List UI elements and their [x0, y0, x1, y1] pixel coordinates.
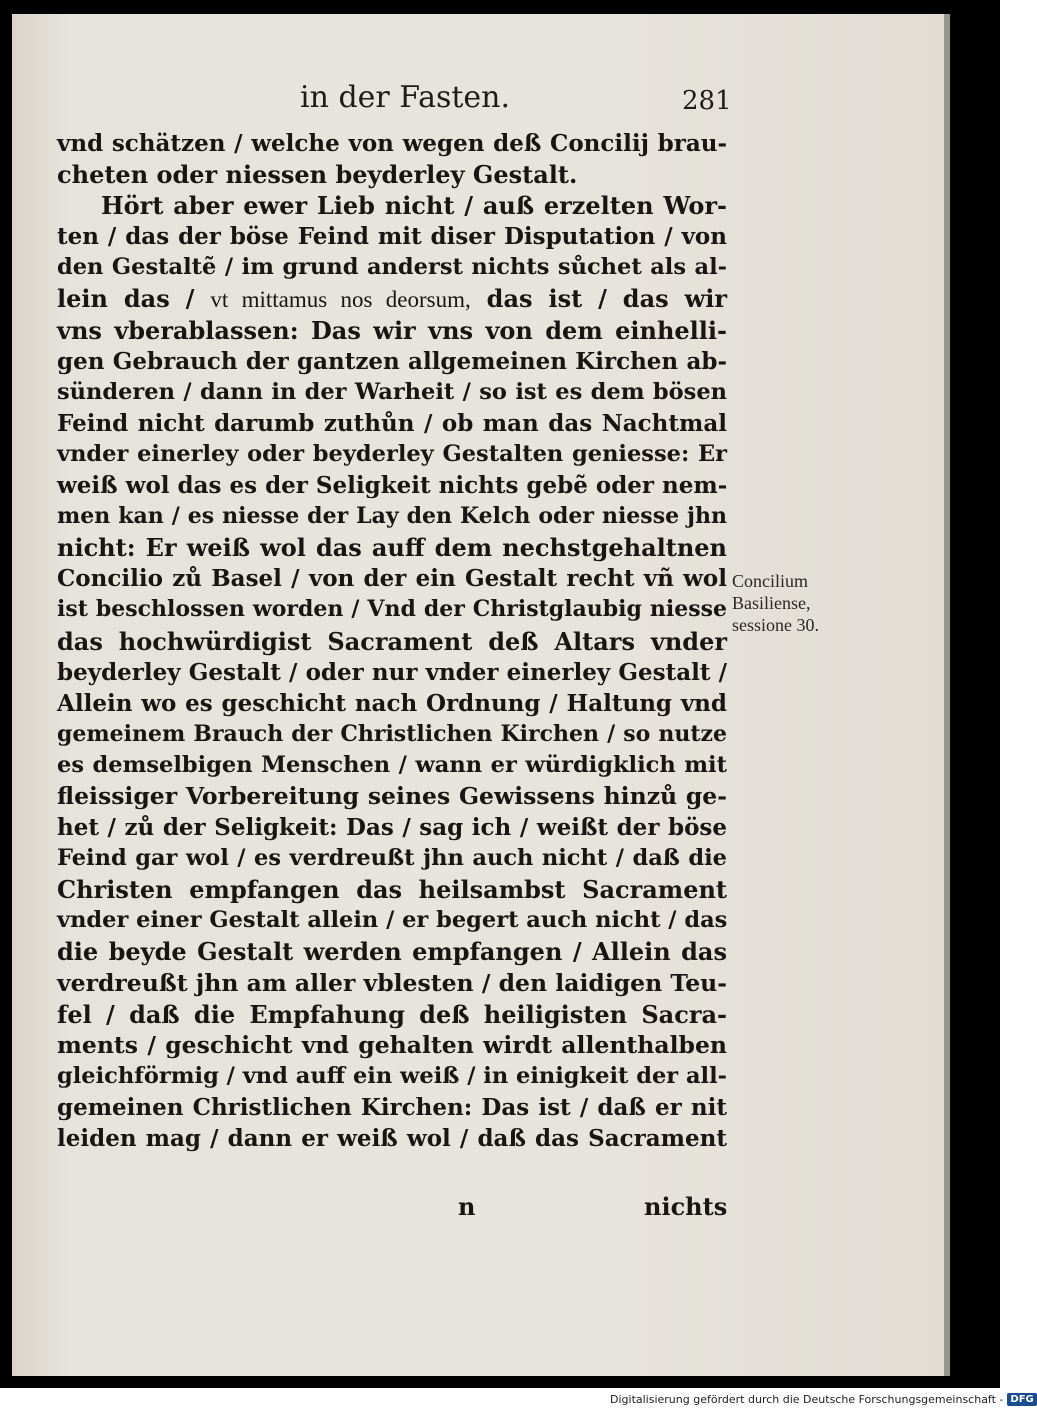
text-line: gen Gebrauch der gantzen allgemeinen Kirchen ab- [57, 347, 727, 375]
text-line: cheten oder niessen beyderley Gestalt. [57, 160, 578, 190]
text-line: men kan / es niesse der Lay den Kelch oder niesse jhn [57, 503, 727, 530]
text-line: ist beschlossen worden / Vnd der Christglaubig niesse [57, 596, 727, 623]
margin-note [732, 570, 819, 636]
text-line-with-latin [57, 283, 727, 314]
text-line: fel / daß die Empfahung deß heiligisten Sacra- [57, 999, 727, 1029]
text-line: Christen empfangen das heilsambst Sacrament [57, 875, 727, 905]
page-edge [944, 14, 950, 1376]
text-line: sünderen / dann in der Warheit / so ist es dem bösen [57, 378, 727, 405]
text-line: ments / geschicht vnd gehalten wirdt allenthalben [57, 1030, 727, 1059]
text-line: es demselbigen Menschen / wann er würdigklich mit [57, 751, 727, 778]
text-line: vns vberablassen: Das wir vns von dem einhelli- [57, 315, 727, 345]
text-line: vnder einerley oder beyderley Gestalten geniesse: Er [57, 440, 727, 467]
footer-text: Digitalisierung gefördert durch die Deutsche Forschungsgemeinschaft - [610, 1392, 1004, 1406]
text-line: het / zů der Seligkeit: Das / sag ich / weißt der böse [57, 814, 727, 842]
text-line: das hochwürdigist Sacrament deß Altars vnder [57, 626, 727, 656]
text-line: gemeinem Brauch der Christlichen Kirchen / so nutze [57, 720, 727, 747]
margin-note-line: Concilium [732, 571, 808, 591]
text-line: Hört aber ewer Lieb nicht / auß erzelten Wor- [101, 191, 727, 221]
text-line: die beyde Gestalt werden empfangen / Allein das [57, 937, 727, 967]
text-line: vnder einer Gestalt allein / er begert auch nicht / das [57, 907, 728, 934]
text-line: Feind nicht darumb zuthůn / ob man das Nachtmal [57, 409, 727, 437]
text-line: nicht: Er weiß wol das auff dem nechstgehaltnen [57, 533, 727, 563]
margin-note-line: sessione 30. [732, 615, 819, 635]
text-line: ten / das der böse Feind mit diser Disputation / von [57, 223, 727, 251]
digitization-footer [610, 1391, 1037, 1407]
text-line: gleichförmig / vnd auff ein weiß / in einigkeit der all- [57, 1062, 727, 1089]
text-line: vnd schätzen / welche von wegen deß Concilij brau- [57, 130, 727, 157]
signature-mark: n [458, 1192, 476, 1221]
text-line: leiden mag / dann er weiß wol / daß das Sacrament [57, 1125, 727, 1152]
text-line: Allein wo es geschicht nach Ordnung / Haltung vnd [57, 689, 727, 717]
text-line: beyderley Gestalt / oder nur vnder einerley Gestalt / [57, 658, 727, 686]
text-segment: lein das / [57, 284, 211, 314]
catchword: nichts [644, 1192, 728, 1221]
running-head: in der Fasten. [300, 80, 511, 115]
text-line: Feind gar wol / es verdreußt jhn auch nicht / daß die [57, 845, 727, 872]
text-line: gemeinen Christlichen Kirchen: Das ist / daß er nit [57, 1093, 727, 1121]
text-line: den Gestaltẽ / im grund anderst nichts sůchet als al- [57, 254, 727, 281]
text-line: weiß wol das es der Seligkeit nichts gebẽ oder nem- [57, 472, 728, 500]
text-line: Concilio zů Basel / von der ein Gestalt recht vñ wol [57, 565, 727, 593]
page-number: 281 [682, 86, 732, 116]
text-line: verdreußt jhn am aller vblesten / den laidigen Teu- [57, 968, 727, 997]
text-segment: das ist / das wir [470, 284, 727, 314]
dfg-logo-icon: DFG [1007, 1393, 1036, 1406]
text-line: fleissiger Vorbereitung seines Gewissens hinzů ge- [57, 781, 727, 810]
margin-note-line: Basiliense, [732, 593, 811, 613]
body-text [57, 128, 727, 1154]
latin-phrase: vt mittamus nos deorsum, [210, 287, 471, 313]
